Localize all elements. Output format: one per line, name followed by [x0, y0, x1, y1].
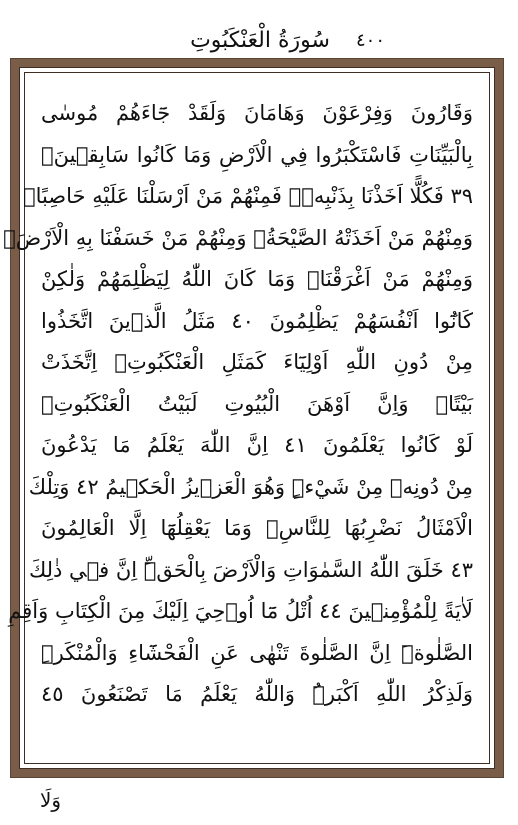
text-panel	[3, 72, 490, 764]
verse-text-block	[3, 93, 474, 716]
text-line-9: لَوْ كَانُوا يَعْلَمُونَ ٤١ اِنَّ اللّٰهَ يَعْلَمُ مَا يَدْعُونَ	[41, 433, 473, 457]
text-line-10: مِنْ دُونِه۪ مِنْ شَيْءٍۜ وَهُوَ الْعَز۪يزُ الْحَك۪يمُ ٤٢ وَتِلْكَ	[28, 474, 473, 499]
text-line-8: بَيْتًاۜ وَاِنَّ اَوْهَنَ الْبُيُوتِ لَبَيْتُ الْعَنْكَبُوتِۢ	[41, 391, 473, 416]
page-number: ٤٠٠	[356, 30, 386, 51]
text-line-2: بِالْبَيِّنَاتِ فَاسْتَكْبَرُوا فِي الْاَرْضِ وَمَا كَانُوا سَابِق۪ينَۚ	[41, 142, 473, 167]
page-border-frame	[3, 58, 504, 778]
page-border-inner-rule	[3, 67, 495, 769]
text-line-1: وَقَارُونَ وَفِرْعَوْنَ وَهَامَانَ وَلَقَدْ جَٓاءَهُمْ مُوسٰى	[41, 101, 473, 125]
text-line-6: كَانُٓوا اَنْفُسَهُمْ يَظْلِمُونَ ٤٠ مَثَلُ الَّذ۪ينَ اتَّخَذُوا	[41, 308, 474, 333]
text-line-11: الْاَمْثَالُ نَضْرِبُهَا لِلنَّاسِۚ وَمَا يَعْقِلُهَٓا اِلَّا الْعَالِمُونَ	[41, 516, 473, 540]
text-line-4: وَمِنْهُمْ مَنْ اَخَذَتْهُ الصَّيْحَةُۚ وَمِنْهُمْ مَنْ خَسَفْنَا بِهِ الْاَرْضَۚ	[3, 225, 473, 250]
text-line-7: مِنْ دُونِ اللّٰهِ اَوْلِيَٓاءَ كَمَثَلِ الْعَنْكَبُوتِۚ اِتَّخَذَتْ	[41, 350, 473, 374]
page-header	[0, 22, 518, 62]
text-line-5: وَمِنْهُمْ مَنْ اَغْرَقْنَاۚ وَمَا كَانَ اللّٰهُ لِيَظْلِمَهُمْ وَلٰكِنْ	[41, 267, 473, 291]
catchword: وَلَا	[40, 788, 62, 812]
text-line-14: الصَّلٰوةَۜ اِنَّ الصَّلٰوةَ تَنْهٰى عَنِ الْفَحْشَٓاءِ وَالْمُنْكَرِۜ	[41, 640, 473, 665]
text-line-13: لَاٰيَةً لِلْمُؤْمِن۪ينَ ٤٤ اُتْلُ مَٓا اُو۫حِيَ اِلَيْكَ مِنَ الْكِتَابِ وَاَقِمِ	[8, 599, 473, 623]
text-line-15: وَلَذِكْرُ اللّٰهِ اَكْبَرُۜ وَاللّٰهُ يَعْلَمُ مَا تَصْنَعُونَ ٤٥	[41, 682, 473, 706]
text-line-3: ٣٩ فَكُلًّا اَخَذْنَا بِذَنْبِه۪ۚ فَمِنْهُمْ مَنْ اَرْسَلْنَا عَلَيْهِ حَاصِبًاۚ	[22, 184, 473, 208]
surah-title: سُورَةُ الْعَنْكَبُوتِ	[190, 28, 330, 53]
text-line-12: ٤٣ خَلَقَ اللّٰهُ السَّمٰوَاتِ وَالْاَرْضَ بِالْحَقِّۜ اِنَّ ف۪ي ذٰلِكَ	[28, 557, 473, 582]
